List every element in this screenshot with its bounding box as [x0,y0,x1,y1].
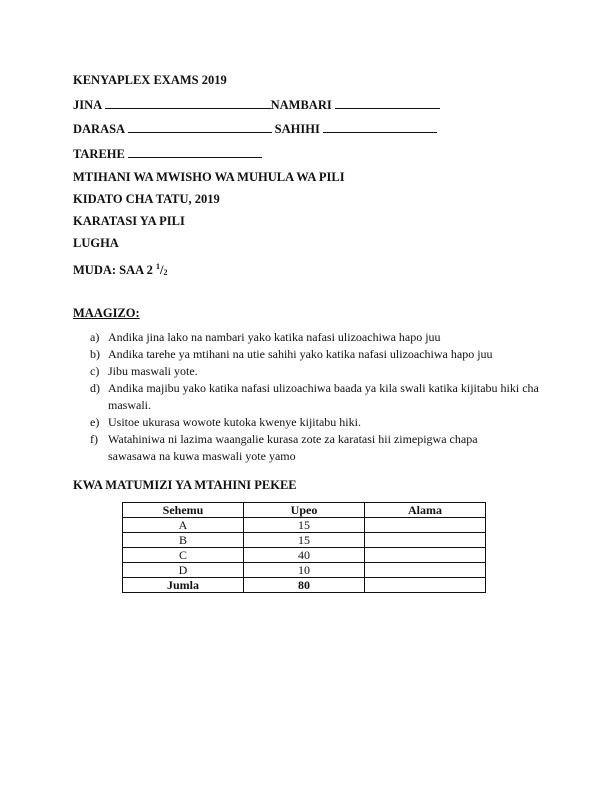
table-total-row [123,578,486,593]
table-row [123,518,486,533]
item-text: Andika majibu yako katika nafasi ulizoachiwa baada ya kila swali katika kijitabu hiki cha maswali. [108,381,539,412]
column-header: Alama [365,503,486,518]
item-text: Watahiniwa ni lazima waangalie kurasa zote za karatasi hii zimepigwa chapa sawasawa na kuwa maswali yote yamo [108,432,478,463]
subject: LUGHA [73,236,119,250]
instructions-heading: MAAGIZO: [73,306,140,320]
item-label: d) [90,381,100,395]
number-label: NAMBARI [270,98,332,112]
item-text: Usitoe ukurasa wowote kutoka kwenye kijitabu hiki. [108,415,361,429]
exam-name: MTIHANI WA MWISHO WA MUHULA WA PILI [73,170,345,184]
instruction-item [90,380,540,414]
item-label: a) [90,330,100,344]
column-header: Sehemu [123,503,244,518]
duration: MUDA: SAA 2 $^1/_2$ [73,262,168,277]
signature-label: SAHIHI [274,122,320,136]
class-field[interactable] [128,121,272,133]
name-number-line [73,97,440,113]
date-line [73,146,262,162]
exam-title: KENYAPLEX EXAMS 2019 [73,73,227,87]
duration-denominator: 2 [163,268,168,277]
instruction-item [90,431,510,465]
instruction-item [90,414,540,431]
class-label: DARASA [73,122,125,136]
score-cell[interactable] [365,518,486,533]
total-max-cell: 80 [244,578,365,593]
table-header-row [123,503,486,518]
signature-field[interactable] [323,121,437,133]
item-text: Andika tarehe ya mtihani na utie sahihi yako katika nafasi ulizoachiwa hapo juu [108,347,493,361]
section-cell: C [123,548,244,563]
total-score-cell[interactable] [365,578,486,593]
instruction-item [90,346,540,363]
name-field[interactable] [105,97,271,109]
table-row [123,563,486,578]
number-field[interactable] [335,97,440,109]
table-row [123,533,486,548]
score-cell[interactable] [365,548,486,563]
section-cell: A [123,518,244,533]
section-cell: D [123,563,244,578]
marks-table [122,502,486,593]
item-label: e) [90,415,100,429]
item-label: f) [90,432,98,446]
examiner-heading: KWA MATUMIZI YA MTAHINI PEKEE [73,478,297,492]
date-field[interactable] [128,146,262,158]
max-cell: 40 [244,548,365,563]
max-cell: 10 [244,563,365,578]
form-year: KIDATO CHA TATU, 2019 [73,192,220,206]
instruction-item [90,363,540,380]
total-label-cell: Jumla [123,578,244,593]
paper-number: KARATASI YA PILI [73,214,185,228]
item-label: c) [90,364,100,378]
item-text: Andika jina lako na nambari yako katika nafasi ulizoachiwa hapo juu [108,330,441,344]
table-row [123,548,486,563]
section-cell: B [123,533,244,548]
name-label: JINA [73,98,102,112]
duration-numerator: 1 [155,262,160,271]
max-cell: 15 [244,533,365,548]
item-label: b) [90,347,100,361]
max-cell: 15 [244,518,365,533]
date-label: TAREHE [73,147,125,161]
duration-label: MUDA: SAA 2 [73,263,153,277]
instruction-item [90,329,540,346]
score-cell[interactable] [365,563,486,578]
class-signature-line [73,121,437,137]
column-header: Upeo [244,503,365,518]
item-text: Jibu maswali yote. [108,364,198,378]
score-cell[interactable] [365,533,486,548]
